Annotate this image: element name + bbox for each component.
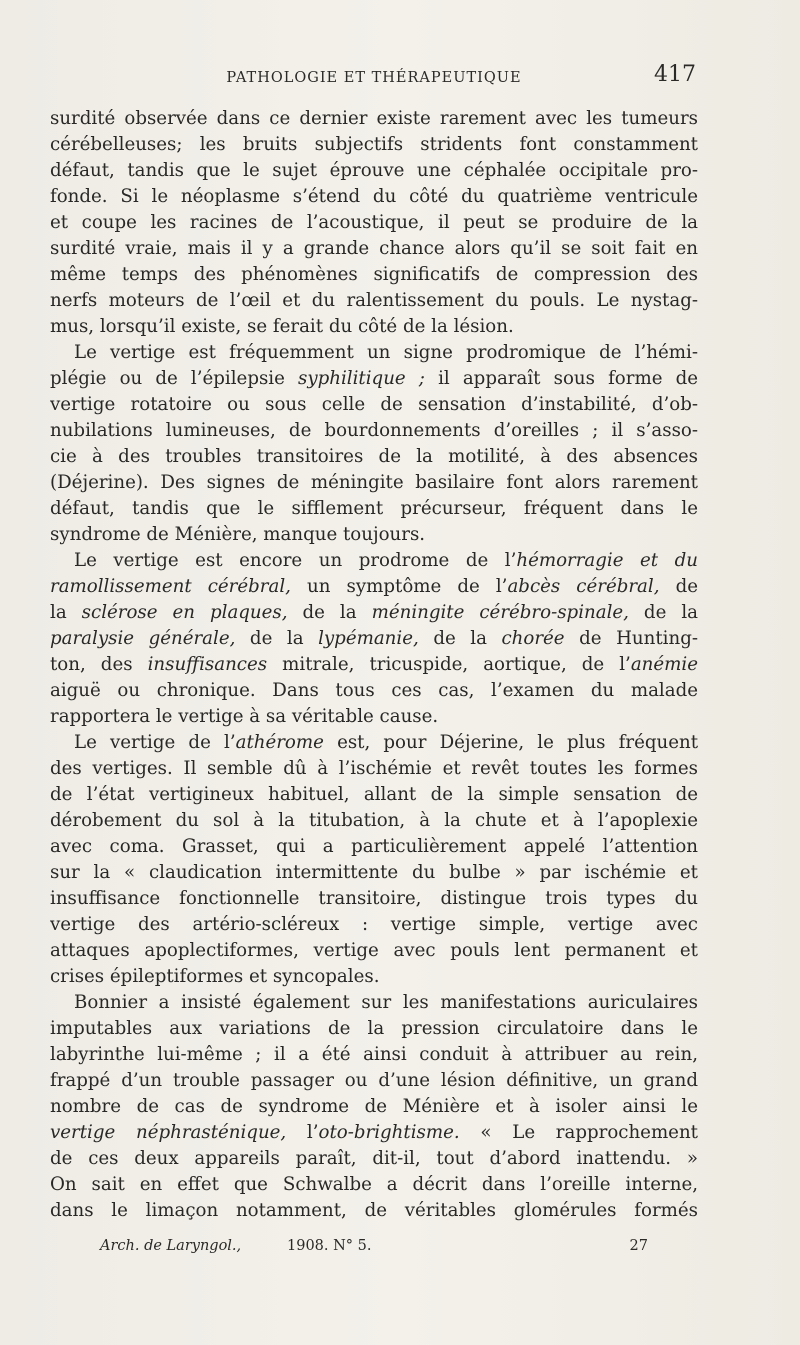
text-line bbox=[50, 366, 698, 392]
text-run: de Hunting- bbox=[564, 628, 698, 649]
sheet-signature: 27 bbox=[629, 1238, 648, 1254]
italic-term: lypémanie, bbox=[318, 628, 419, 649]
text-line bbox=[50, 626, 698, 652]
text-line bbox=[50, 808, 698, 834]
text-run: cie à des troubles transitoires de la motilité, à des absences bbox=[50, 446, 698, 467]
text-run: nerfs moteurs de l’œil et du ralentissement du pouls. Le nystag- bbox=[50, 290, 698, 311]
text-run: dans le limaçon notamment, de véritables glomérules formés bbox=[50, 1200, 698, 1221]
text-run: et coupe les racines de l’acoustique, il peut se produire de la bbox=[50, 212, 698, 233]
text-run: de la bbox=[418, 628, 502, 649]
paragraph bbox=[50, 106, 698, 340]
text-line bbox=[50, 444, 698, 470]
text-run: de la bbox=[235, 628, 319, 649]
text-line bbox=[50, 496, 698, 522]
text-line bbox=[50, 990, 698, 1016]
text-line bbox=[50, 1016, 698, 1042]
text-line bbox=[50, 782, 698, 808]
text-run: mitrale, tricuspide, aortique, de l’ bbox=[267, 654, 631, 675]
italic-term: hémorragie et du bbox=[516, 550, 698, 571]
page-number: 417 bbox=[654, 62, 696, 87]
text-run: vertige des artério-scléreux : vertige simple, vertige avec bbox=[50, 914, 698, 935]
text-line bbox=[50, 184, 698, 210]
text-run: crises épileptiformes et syncopales. bbox=[50, 966, 380, 987]
text-run: ton, des bbox=[50, 654, 148, 675]
text-line bbox=[50, 1120, 698, 1146]
journal-year-issue: 1908. N° 5. bbox=[287, 1238, 372, 1254]
text-run: Le vertige est fréquemment un signe prodromique de l’hémi- bbox=[74, 342, 698, 363]
text-line bbox=[50, 418, 698, 444]
italic-term: sclérose en plaques, bbox=[81, 602, 288, 623]
text-line bbox=[50, 938, 698, 964]
text-run: attaques apoplectiformes, vertige avec pouls lent permanent et bbox=[50, 940, 698, 961]
text-run: sur la « claudication intermittente du bulbe » par ischémie et bbox=[50, 862, 698, 883]
text-line bbox=[50, 392, 698, 418]
text-run: défaut, tandis que le sifflement précurseur, fréquent dans le bbox=[50, 498, 698, 519]
text-run: surdité vraie, mais il y a grande chance alors qu’il se soit fait en bbox=[50, 238, 698, 259]
text-line bbox=[50, 210, 698, 236]
paragraph bbox=[50, 340, 698, 548]
text-run: de la bbox=[287, 602, 372, 623]
italic-term: chorée bbox=[501, 628, 565, 649]
text-run: surdité observée dans ce dernier existe rarement avec les tumeurs bbox=[50, 108, 698, 129]
text-line bbox=[50, 1068, 698, 1094]
text-line bbox=[50, 314, 698, 340]
text-run: défaut, tandis que le sujet éprouve une céphalée occipitale pro- bbox=[50, 160, 698, 181]
text-line bbox=[50, 756, 698, 782]
text-run: labyrinthe lui-même ; il a été ainsi conduit à attribuer au rein, bbox=[50, 1044, 698, 1065]
text-line bbox=[50, 548, 698, 574]
text-run: cérébelleuses; les bruits subjectifs stridents font constamment bbox=[50, 134, 698, 155]
text-line bbox=[50, 704, 698, 730]
page-footer bbox=[100, 1238, 648, 1262]
text-line bbox=[50, 1094, 698, 1120]
text-line bbox=[50, 522, 698, 548]
text-line bbox=[50, 860, 698, 886]
italic-term: ramollissement cérébral, bbox=[50, 576, 291, 597]
text-run: mus, lorsqu’il existe, se ferait du côté de la lésion. bbox=[50, 316, 514, 337]
text-run: Le vertige est encore un prodrome de l’ bbox=[74, 550, 517, 571]
text-line bbox=[50, 1146, 698, 1172]
text-line bbox=[50, 1172, 698, 1198]
text-run: On sait en effet que Schwalbe a décrit dans l’oreille interne, bbox=[50, 1174, 698, 1195]
text-run: est, pour Déjerine, le plus fréquent bbox=[323, 732, 698, 753]
italic-term: oto-brightisme. bbox=[318, 1122, 460, 1143]
text-run: Bonnier a insisté également sur les manifestations auriculaires bbox=[74, 992, 698, 1013]
text-run: fonde. Si le néoplasme s’étend du côté du quatrième ventricule bbox=[50, 186, 698, 207]
text-run: de ces deux appareils paraît, dit-il, tout d’abord inattendu. » bbox=[50, 1148, 698, 1169]
text-run: rapportera le vertige à sa véritable cause. bbox=[50, 706, 439, 727]
text-run: insuffisance fonctionnelle transitoire, distingue trois types du bbox=[50, 888, 698, 909]
text-line bbox=[50, 834, 698, 860]
text-line bbox=[50, 964, 698, 990]
text-line bbox=[50, 886, 698, 912]
text-run: des vertiges. Il semble dû à l’ischémie et revêt toutes les formes bbox=[50, 758, 698, 779]
body-text bbox=[50, 106, 698, 1224]
text-line bbox=[50, 1042, 698, 1068]
text-line bbox=[50, 288, 698, 314]
italic-term: insuffisances bbox=[147, 654, 268, 675]
text-line bbox=[50, 340, 698, 366]
text-line bbox=[50, 730, 698, 756]
text-line bbox=[50, 132, 698, 158]
text-run: même temps des phénomènes significatifs de compression des bbox=[50, 264, 698, 285]
italic-term: méningite cérébro-spinale, bbox=[371, 602, 629, 623]
text-line bbox=[50, 652, 698, 678]
text-run: vertige rotatoire ou sous celle de sensation d’instabilité, d’ob- bbox=[50, 394, 698, 415]
text-run: de l’état vertigineux habituel, allant de la simple sensation de bbox=[50, 784, 698, 805]
text-run: (Déjerine). Des signes de méningite basilaire font alors rarement bbox=[50, 472, 698, 493]
italic-term: anémie bbox=[630, 654, 698, 675]
text-line bbox=[50, 912, 698, 938]
text-run: l’ bbox=[286, 1122, 319, 1143]
italic-term: paralysie générale, bbox=[50, 628, 236, 649]
text-run: frappé d’un trouble passager ou d’une lésion définitive, un grand bbox=[50, 1070, 698, 1091]
paragraph bbox=[50, 990, 698, 1224]
italic-term: abcès cérébral, bbox=[507, 576, 660, 597]
text-run: « Le rapprochement bbox=[459, 1122, 698, 1143]
text-run: imputables aux variations de la pression circulatoire dans le bbox=[50, 1018, 698, 1039]
text-line bbox=[50, 574, 698, 600]
text-line bbox=[50, 158, 698, 184]
text-line bbox=[50, 236, 698, 262]
running-head: PATHOLOGIE ET THÉRAPEUTIQUE bbox=[226, 70, 522, 86]
text-run: aiguë ou chronique. Dans tous ces cas, l’examen du malade bbox=[50, 680, 698, 701]
text-run: avec coma. Grasset, qui a particulièrement appelé l’attention bbox=[50, 836, 698, 857]
text-line bbox=[50, 470, 698, 496]
text-run: syndrome de Ménière, manque toujours. bbox=[50, 524, 426, 545]
text-run: il apparaît sous forme de bbox=[424, 368, 698, 389]
text-run: nombre de cas de syndrome de Ménière et à isoler ainsi le bbox=[50, 1096, 698, 1117]
text-run: un symptôme de l’ bbox=[290, 576, 508, 597]
text-run: de bbox=[659, 576, 698, 597]
italic-term: vertige néphrasténique, bbox=[50, 1122, 287, 1143]
paragraph bbox=[50, 548, 698, 730]
text-line bbox=[50, 106, 698, 132]
text-line bbox=[50, 600, 698, 626]
italic-term: athérome bbox=[235, 732, 324, 753]
page-header bbox=[50, 62, 698, 94]
journal-title: Arch. de Laryngol., bbox=[100, 1238, 242, 1254]
italic-term: syphilitique ; bbox=[298, 368, 425, 389]
text-line bbox=[50, 678, 698, 704]
paragraph bbox=[50, 730, 698, 990]
text-run: de la bbox=[628, 602, 698, 623]
text-run: la bbox=[50, 602, 82, 623]
text-run: Le vertige de l’ bbox=[74, 732, 236, 753]
text-run: plégie ou de l’épilepsie bbox=[50, 368, 299, 389]
text-line bbox=[50, 1198, 698, 1224]
text-run: dérobement du sol à la titubation, à la chute et à l’apoplexie bbox=[50, 810, 698, 831]
text-line bbox=[50, 262, 698, 288]
text-run: nubilations lumineuses, de bourdonnements d’oreilles ; il s’asso- bbox=[50, 420, 698, 441]
